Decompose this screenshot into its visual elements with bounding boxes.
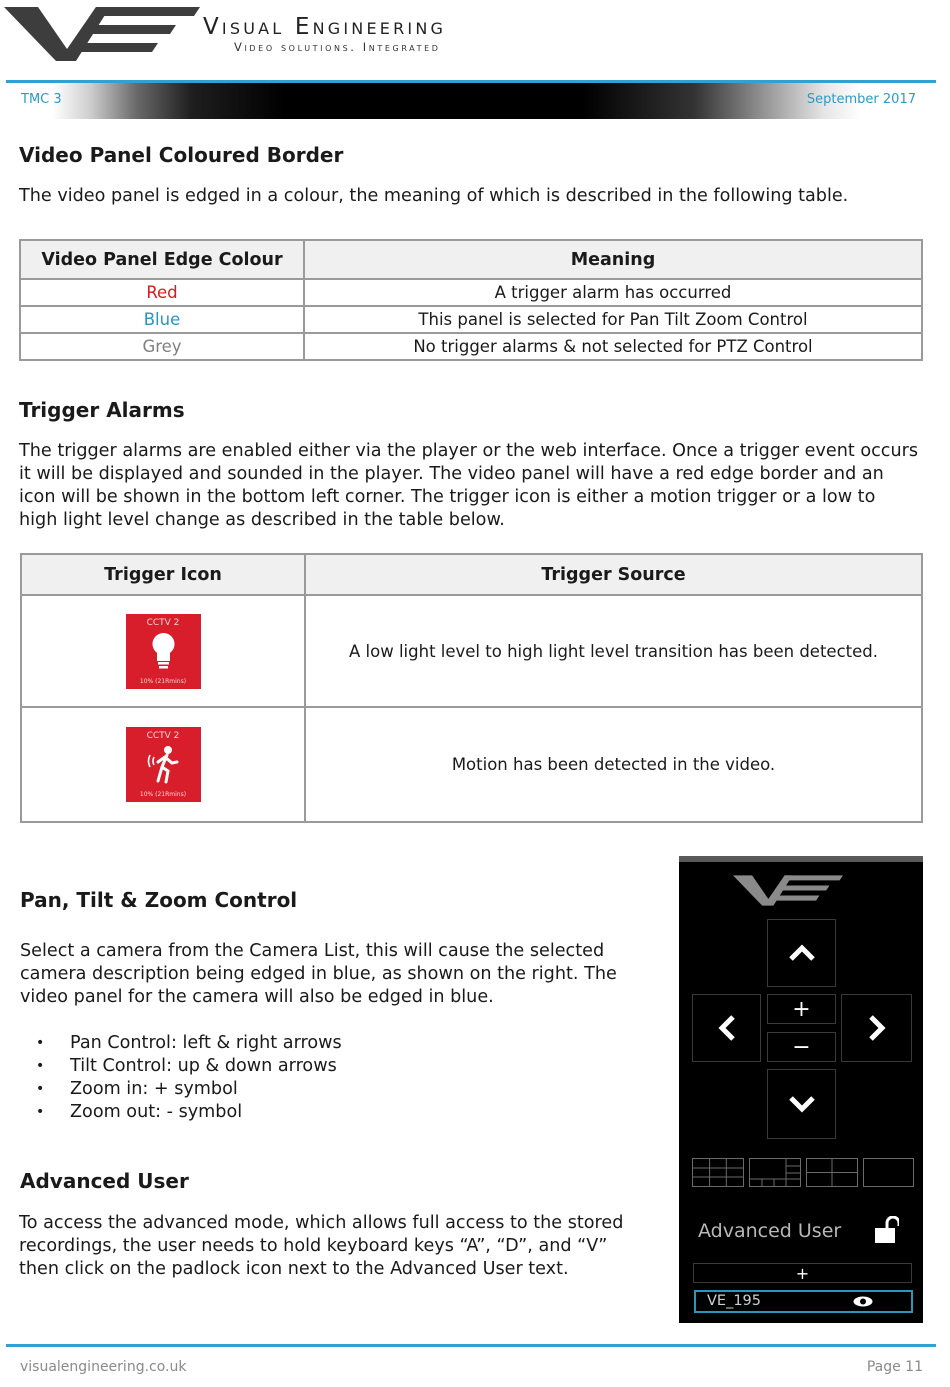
camera-list-item[interactable] (694, 1290, 913, 1313)
add-camera-button[interactable]: + (693, 1263, 912, 1283)
eye-icon[interactable] (853, 1296, 873, 1307)
chevron-up-icon (788, 944, 816, 962)
table-header-row (20, 240, 922, 279)
icon-label: 10% (21Rmins) (139, 791, 187, 798)
brand-tagline: Video solutions. Integrated (234, 40, 441, 54)
camera-name: VE_195 (707, 1293, 762, 1309)
page-number: Page 11 (866, 1359, 923, 1375)
icon-label: CCTV 2 (146, 731, 180, 741)
trigger-source-table (20, 553, 923, 823)
tilt-up-button[interactable] (767, 919, 836, 987)
table-row (20, 333, 922, 360)
panel-logo (733, 869, 843, 912)
trigger-icon-cell (21, 595, 305, 707)
trigger-source-cell: Motion has been detected in the video. (305, 707, 922, 822)
table-row (21, 595, 922, 707)
column-header: Trigger Icon (21, 554, 305, 595)
panel-top-bar (679, 856, 923, 862)
table-row (20, 306, 922, 333)
doc-date: September 2017 (806, 92, 916, 107)
pan-left-button[interactable] (692, 994, 761, 1062)
footer-rule (6, 1344, 936, 1347)
column-header: Meaning (304, 240, 922, 279)
doc-title: TMC 3 (21, 92, 62, 107)
motion-walker-icon (126, 727, 201, 802)
column-header: Trigger Source (305, 554, 922, 595)
list-item: • Zoom out: - symbol (20, 1101, 620, 1124)
edge-colour-table (19, 239, 923, 361)
table-row (21, 707, 922, 822)
meaning-cell: No trigger alarms & not selected for PTZ Control (304, 333, 922, 360)
icon-label: 10% (21Rmins) (139, 677, 187, 685)
ptz-control-panel (679, 856, 923, 1323)
list-item: • Tilt Control: up & down arrows (20, 1055, 620, 1078)
layout-grid-1plus5-icon[interactable] (749, 1158, 801, 1187)
table-row (20, 279, 922, 306)
border-intro: The video panel is edged in a colour, the meaning of which is described in the following table. (19, 186, 849, 206)
brand-name: Visual Engineering (203, 14, 447, 40)
list-item: • Pan Control: left & right arrows (20, 1032, 620, 1055)
ptz-body: Select a camera from the Camera List, this will cause the selected camera description being edged in blue, as shown on the right. The video panel for the camera will also be edged in blue. (20, 941, 617, 1007)
zoom-in-button[interactable]: + (767, 994, 836, 1024)
tilt-down-button[interactable] (767, 1069, 836, 1139)
zoom-out-button[interactable]: − (767, 1032, 836, 1062)
ptz-bullet-list (20, 1032, 620, 1124)
visual-engineering-logo (4, 3, 200, 65)
meaning-cell: A trigger alarm has occurred (304, 279, 922, 306)
chevron-right-icon (868, 1014, 886, 1042)
footer-website: visualengineering.co.uk (20, 1359, 187, 1375)
table-header-row (21, 554, 922, 595)
edge-colour-cell: Red (20, 279, 304, 306)
column-header: Video Panel Edge Colour (20, 240, 304, 279)
chevron-left-icon (718, 1014, 736, 1042)
advanced-user-label: Advanced User (698, 1220, 842, 1242)
padlock-icon[interactable] (875, 1216, 899, 1244)
trigger-icon-cell (21, 707, 305, 822)
advanced-body: To access the advanced mode, which allows full access to the stored recordings, the user needs to hold keyboard keys “A”, “D”, and “V” then click on the padlock icon next to the Advanced User text. (19, 1213, 624, 1279)
chevron-down-icon (788, 1095, 816, 1113)
triggers-body: The trigger alarms are enabled either via the player or the web interface. Once a trigger event occurs it will be displayed and sounded in the player. The video panel will have a red edge border and an icon will be shown in the bottom left corner. The trigger icon is either a motion trigger or a low to high light level change as described in the table below. (19, 441, 918, 530)
meaning-cell: This panel is selected for Pan Tilt Zoom Control (304, 306, 922, 333)
edge-colour-cell: Grey (20, 333, 304, 360)
layout-single-icon[interactable] (863, 1158, 914, 1187)
section-heading-advanced: Advanced User (20, 1169, 189, 1193)
section-heading-ptz: Pan, Tilt & Zoom Control (20, 888, 298, 912)
light-bulb-icon (126, 614, 201, 689)
layout-grid-2x2-icon[interactable] (806, 1158, 858, 1187)
list-item: • Zoom in: + symbol (20, 1078, 620, 1101)
header-band (6, 83, 936, 119)
section-heading-border: Video Panel Coloured Border (19, 143, 344, 167)
pan-right-button[interactable] (841, 994, 912, 1062)
icon-label: CCTV 2 (146, 617, 180, 628)
layout-grid-3x3-icon[interactable] (692, 1158, 744, 1187)
edge-colour-cell: Blue (20, 306, 304, 333)
trigger-source-cell: A low light level to high light level transition has been detected. (305, 595, 922, 707)
section-heading-triggers: Trigger Alarms (19, 398, 185, 422)
